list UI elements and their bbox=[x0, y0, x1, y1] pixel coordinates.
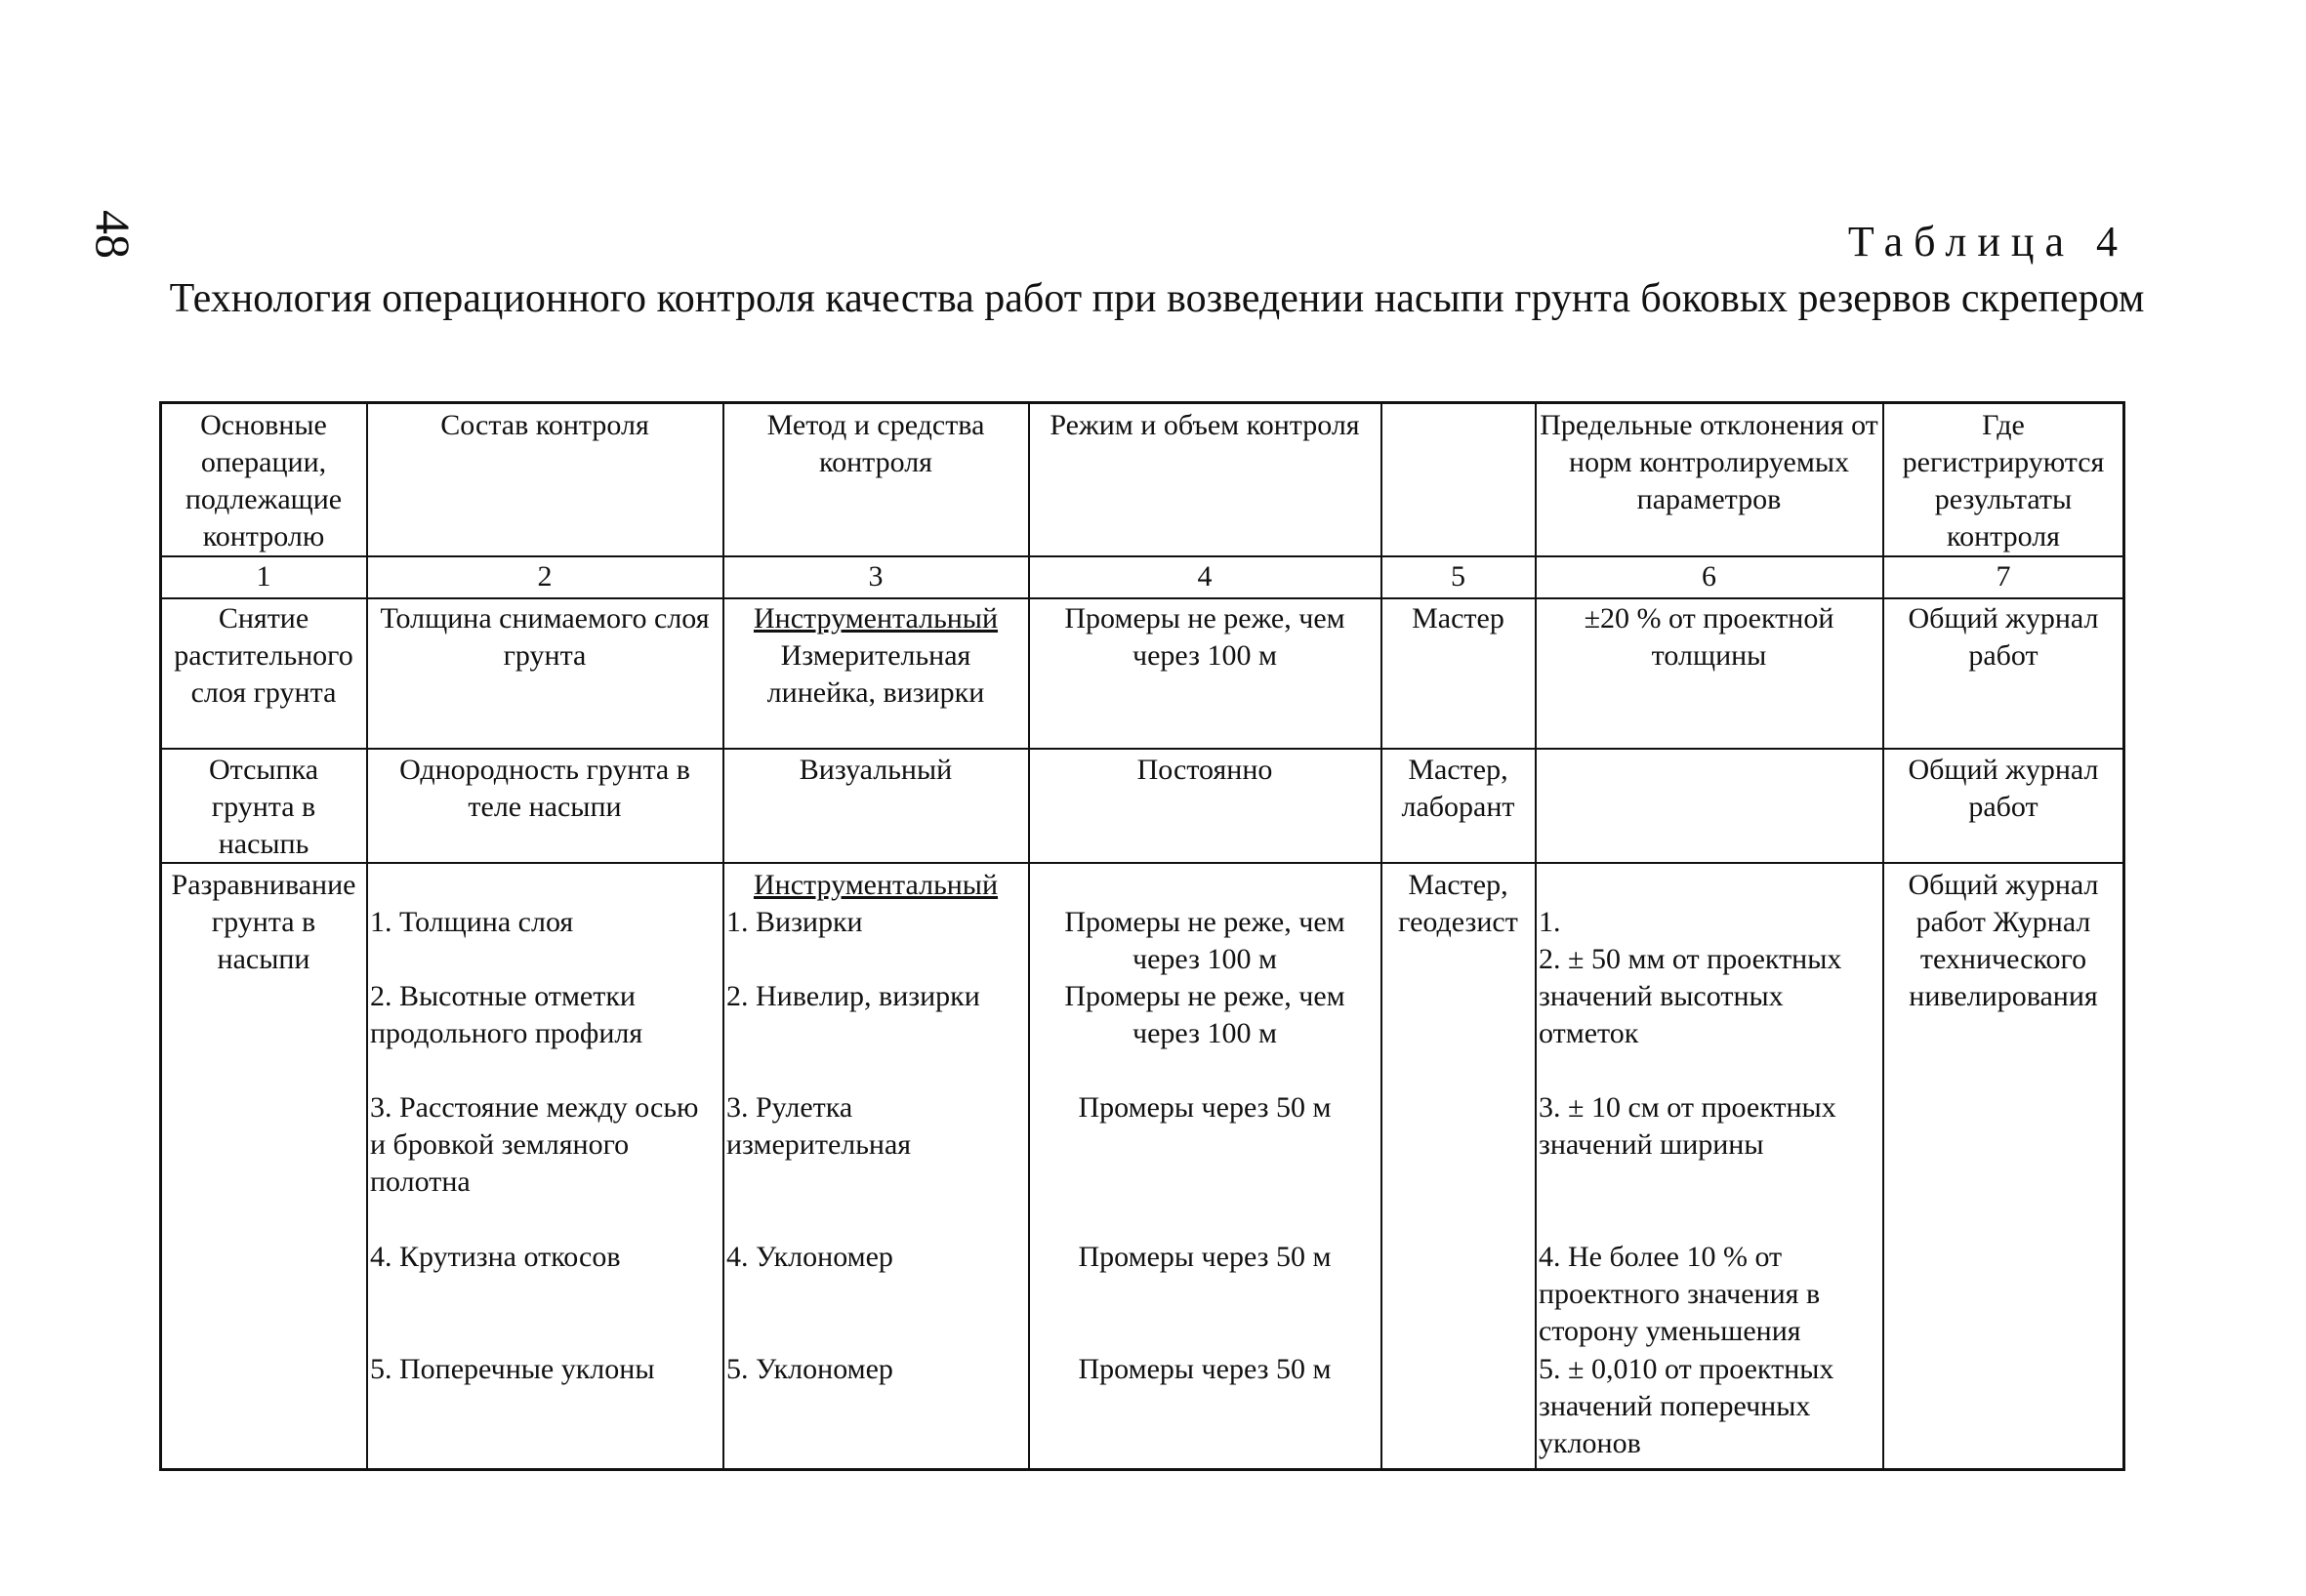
deviation-item: 1. bbox=[1539, 906, 1561, 938]
method-item: 1. Визирки bbox=[726, 906, 863, 938]
deviation-item: 5. ± 0,010 от проектных значений поперечных уклонов bbox=[1539, 1353, 1834, 1459]
regime-item: Промеры через 50 м bbox=[1078, 1091, 1332, 1124]
deviation-item: 2. ± 50 мм от проектных значений высотных отметок bbox=[1539, 943, 1842, 1049]
deviation-cell: ±20 % от проектной толщины bbox=[1584, 602, 1834, 672]
method-item: 5. Уклономер bbox=[726, 1353, 893, 1385]
method-item: 3. Рулетка измерительная bbox=[726, 1091, 912, 1161]
method-cell: Визуальный bbox=[799, 754, 953, 786]
composition-item: 5. Поперечные уклоны bbox=[370, 1353, 655, 1385]
deviation-item: 3. ± 10 см от проектных значений ширины bbox=[1539, 1091, 1836, 1161]
method-text: Измерительная линейка, визирки bbox=[766, 639, 985, 709]
composition-cell: Однородность грунта в теле насыпи bbox=[399, 754, 690, 823]
header-cell-records: Где регистрируются результаты контроля bbox=[1902, 409, 2105, 552]
deviation-item: 4. Не более 10 % от проектного значения в сторону уменьшения bbox=[1539, 1241, 1821, 1347]
regime-item: Промеры через 50 м bbox=[1078, 1241, 1332, 1273]
column-number: 1 bbox=[256, 560, 271, 593]
column-divider bbox=[366, 404, 368, 1468]
method-column bbox=[726, 404, 1025, 1468]
page-title: Технология операционного контроля качества работ при возведении насыпи грунта боковых резервов скрепером bbox=[169, 276, 2145, 321]
column-number: 5 bbox=[1451, 560, 1465, 593]
composition-column bbox=[370, 404, 720, 1468]
column-number: 6 bbox=[1702, 560, 1716, 593]
column-divider bbox=[1882, 404, 1884, 1468]
composition-item: 4. Крутизна откосов bbox=[370, 1241, 621, 1273]
column-number: 3 bbox=[868, 560, 884, 593]
person-cell: Мастер, лаборант bbox=[1401, 754, 1515, 823]
table-label: Таблица 4 bbox=[1847, 218, 2128, 266]
page-number: 48 bbox=[86, 210, 141, 259]
column-divider bbox=[722, 404, 724, 1468]
deviation-column bbox=[1539, 404, 1879, 1468]
composition-item: 3. Расстояние между осью и бровкой земляного полотна bbox=[370, 1091, 699, 1198]
header-cell-regime: Режим и объем контроля bbox=[1050, 409, 1360, 441]
method-title: Инструментальный bbox=[753, 602, 999, 634]
column-number: 7 bbox=[1996, 560, 2011, 593]
record-cell: Общий журнал работ bbox=[1908, 754, 2099, 823]
method-title-text: Инструментальный bbox=[753, 869, 999, 901]
composition-cell: Толщина снимаемого слоя грунта bbox=[380, 602, 710, 672]
column-divider bbox=[1028, 404, 1030, 1468]
header-cell-deviations: Предельные отклонения от норм контролируемых параметров bbox=[1540, 409, 1878, 515]
method-item: 4. Уклономер bbox=[726, 1241, 893, 1273]
header-cell-composition: Состав контроля bbox=[440, 409, 649, 441]
method-item: 2. Нивелир, визирки bbox=[726, 980, 980, 1012]
operation-cell: Разравнивание грунта в насыпи bbox=[171, 869, 356, 975]
person-cell: Мастер bbox=[1412, 602, 1504, 634]
operation-cell: Снятие растительного слоя грунта bbox=[174, 602, 353, 709]
regime-column bbox=[1032, 404, 1378, 1468]
control-table bbox=[159, 401, 2125, 1471]
composition-item: 2. Высотные отметки продольного профиля bbox=[370, 980, 643, 1049]
person-cell: Мастер, геодезист bbox=[1398, 869, 1518, 938]
regime-item: Промеры не реже, чем через 100 м bbox=[1064, 980, 1345, 1049]
regime-item: Промеры не реже, чем через 100 м bbox=[1064, 906, 1345, 975]
header-cell-operations: Основные операции, подлежащие контролю bbox=[185, 409, 343, 552]
column-divider bbox=[1535, 404, 1537, 1468]
header-cell-method: Метод и средства контроля bbox=[766, 409, 985, 478]
regime-cell: Постоянно bbox=[1136, 754, 1273, 786]
column-number: 2 bbox=[537, 560, 553, 593]
column-divider bbox=[1380, 404, 1382, 1468]
regime-cell: Промеры не реже, чем через 100 м bbox=[1064, 602, 1345, 672]
record-cell: Общий журнал работ Журнал технического нивелирования bbox=[1908, 869, 2099, 1012]
regime-item: Промеры через 50 м bbox=[1078, 1353, 1332, 1385]
composition-item: 1. Толщина слоя bbox=[370, 906, 574, 938]
record-cell: Общий журнал работ bbox=[1908, 602, 2099, 672]
column-number: 4 bbox=[1197, 560, 1213, 593]
operation-cell: Отсыпка грунта в насыпь bbox=[208, 754, 319, 860]
